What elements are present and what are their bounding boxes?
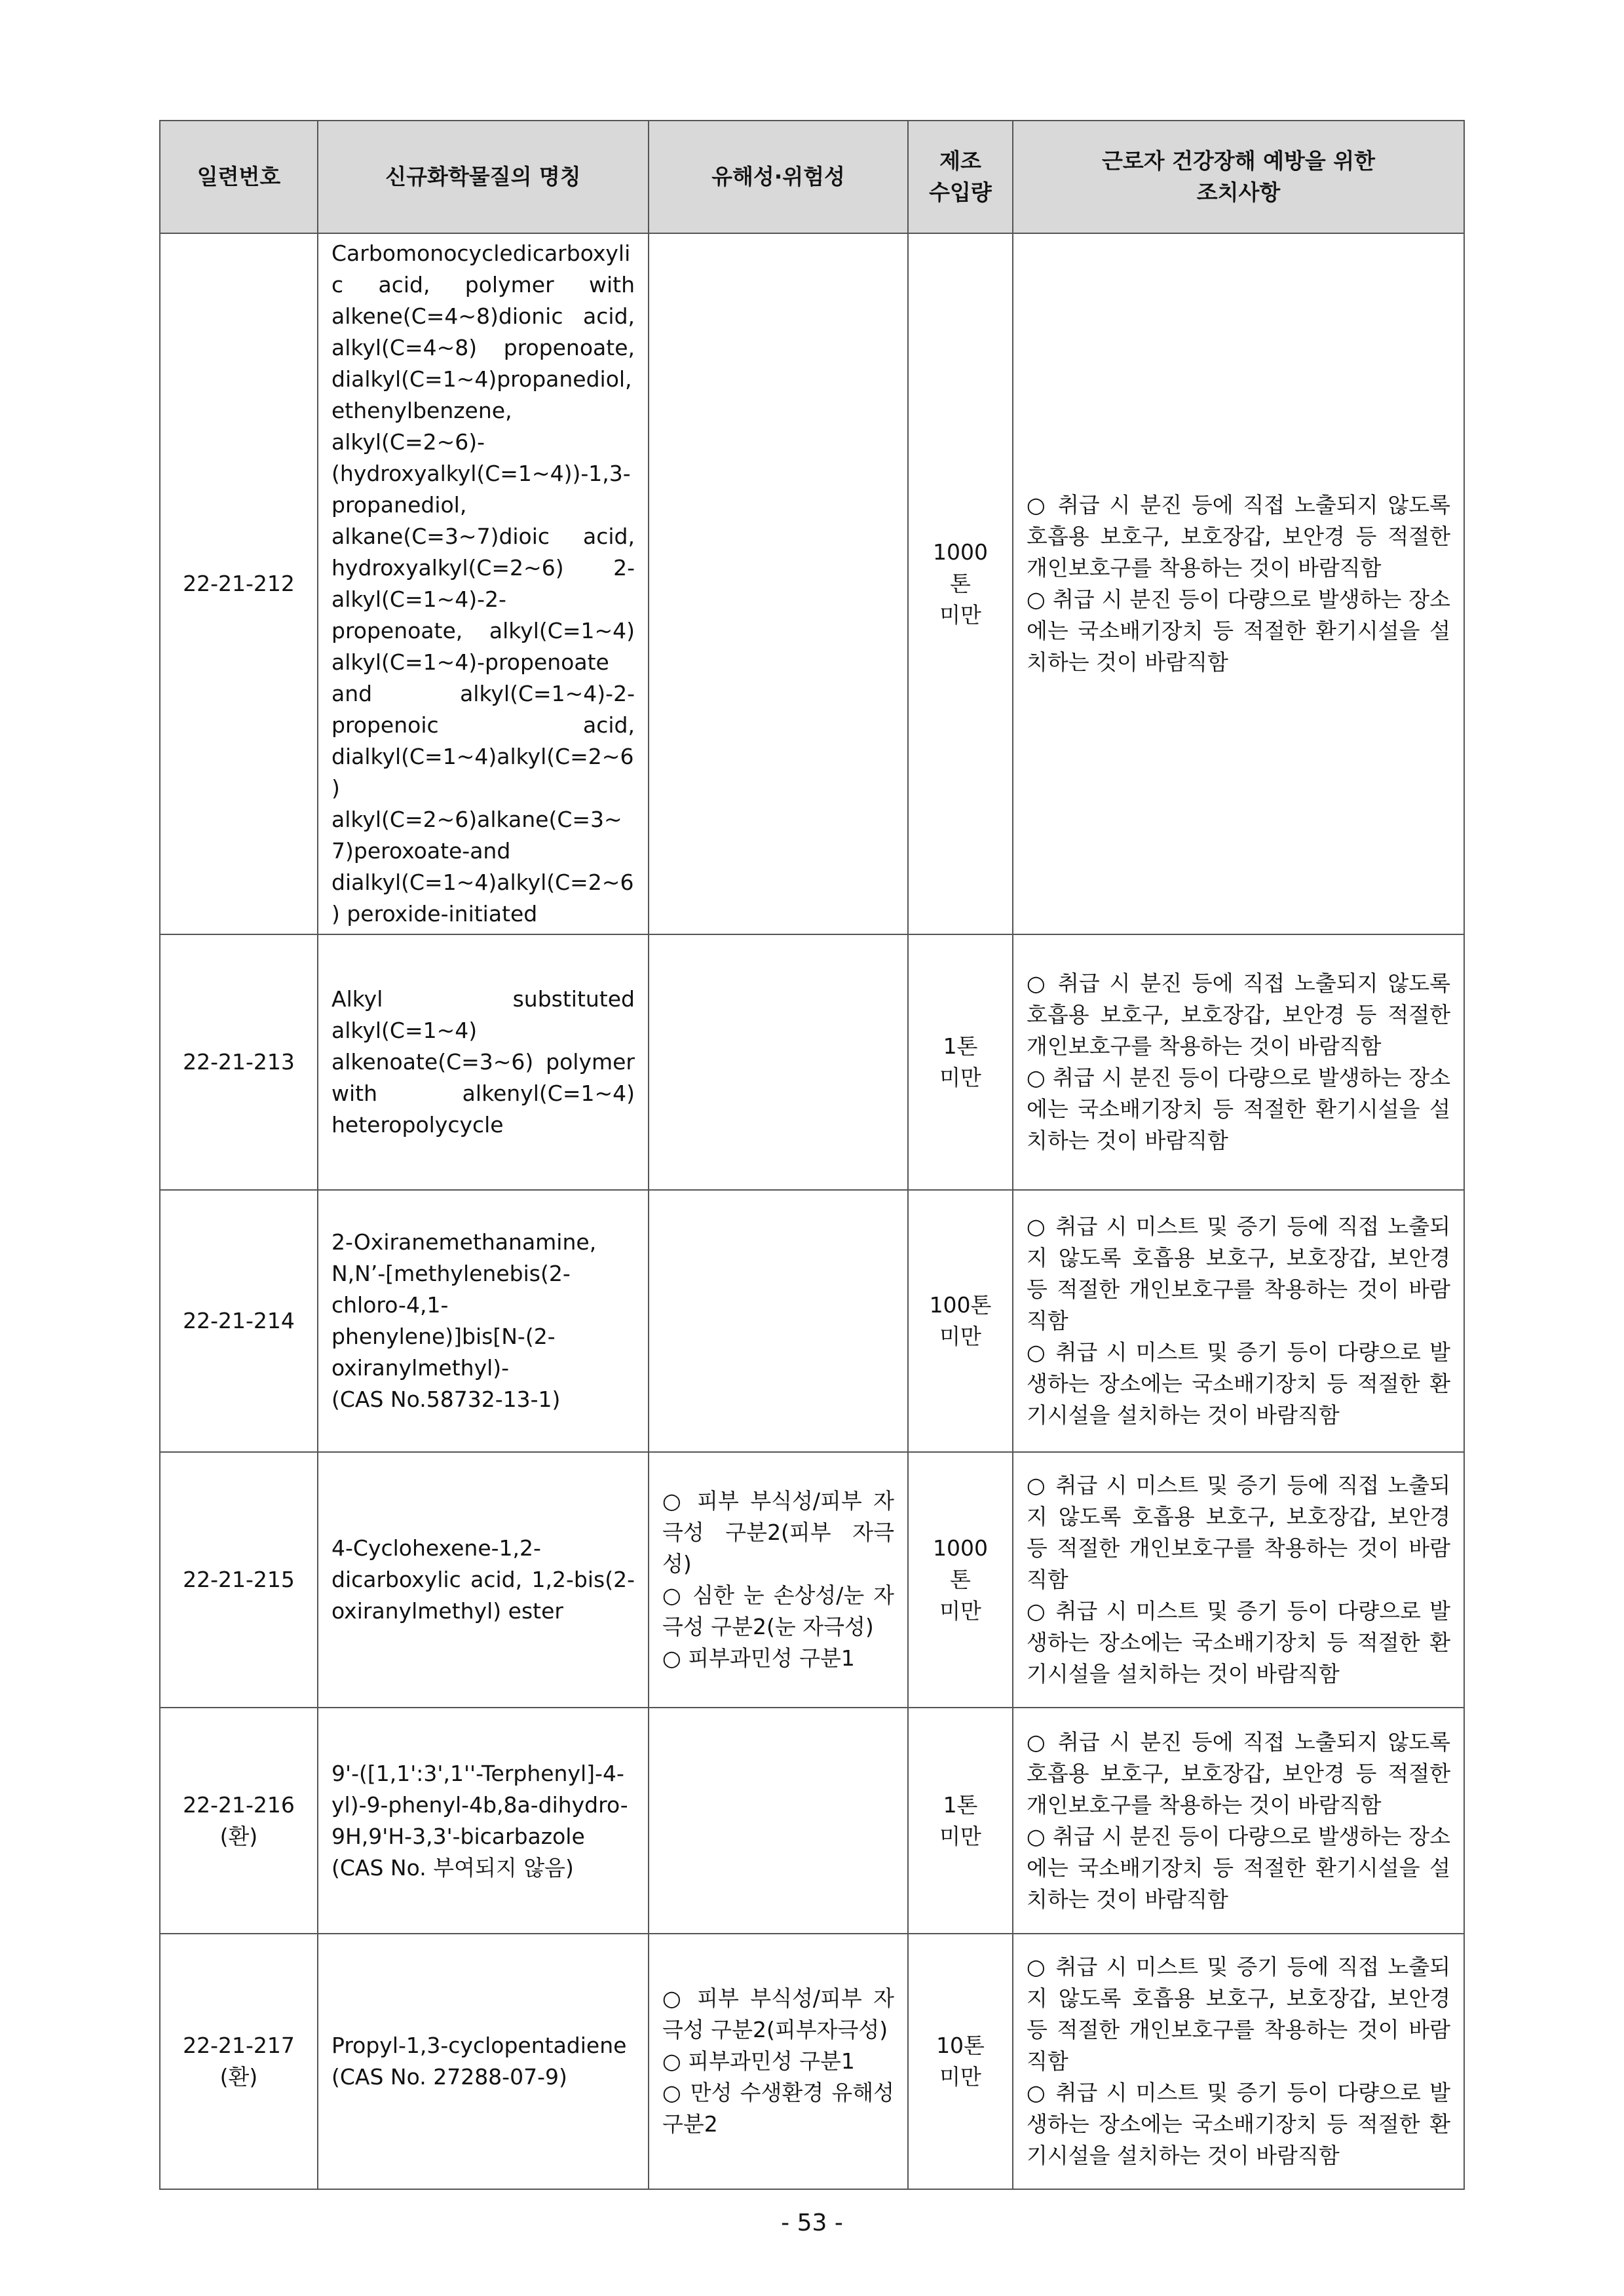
quantity-cell bbox=[908, 233, 1013, 934]
quantity-cell bbox=[908, 1708, 1013, 1934]
chemical-substance-table bbox=[159, 120, 1465, 2190]
substance-name-cell bbox=[318, 1452, 649, 1708]
substance-name-text: 9'-([1,1':3',1''-Terphenyl]-4-yl)-9-phenyl-4b,8a-dihydro-9H,9'H-3,3'-bicarbazole bbox=[331, 1760, 628, 1849]
serial-number-text: (환) bbox=[219, 1823, 258, 1849]
hazard-cell bbox=[649, 1452, 908, 1708]
measures-text: ○ 취급 시 분진 등에 직접 노출되지 않도록 호흡용 보호구, 보호장갑, 보안경 등 적절한 개인보호구를 착용하는 것이 바람직함 bbox=[1027, 1729, 1450, 1818]
measures-cell bbox=[1013, 1708, 1464, 1934]
header-quantity-line: 수입량 bbox=[929, 180, 992, 205]
measures-text: ○ 취급 시 분진 등이 다량으로 발생하는 장소에는 국소배기장치 등 적절한 환기시설을 설치하는 것이 바람직함 bbox=[1027, 1065, 1450, 1153]
hazard-text: ○ 피부과민성 구분1 bbox=[662, 1645, 855, 1671]
serial-number-text: 22-21-213 bbox=[183, 1049, 295, 1075]
measures-cell bbox=[1013, 1190, 1464, 1452]
table-row bbox=[160, 934, 1464, 1190]
hazard-cell bbox=[649, 1934, 908, 2189]
serial-number-text: 22-21-215 bbox=[183, 1567, 295, 1592]
quantity-text: 1톤 bbox=[943, 1033, 978, 1059]
serial-number-text: 22-21-217 bbox=[183, 2033, 295, 2058]
serial-number-text: (환) bbox=[219, 2064, 258, 2090]
serial-number-text: 22-21-214 bbox=[183, 1308, 295, 1333]
hazard-cell bbox=[649, 1708, 908, 1934]
hazard-cell bbox=[649, 1190, 908, 1452]
hazard-cell bbox=[649, 233, 908, 934]
substance-name-text: Propyl-1,3-cyclopentadiene bbox=[331, 2033, 627, 2058]
substance-name-text: 4-Cyclohexene-1,2-dicarboxylic acid, 1,2-bis(2-oxiranylmethyl) ester bbox=[331, 1535, 635, 1624]
hazard-text: ○ 피부 부식성/피부 자극성 구분2(피부자극성) bbox=[662, 1985, 894, 2042]
hazard-text: ○ 피부과민성 구분1 bbox=[662, 2048, 855, 2074]
header-quantity-line: 제조 bbox=[939, 148, 981, 174]
header-substance-name: 신규화학물질의 명칭 bbox=[318, 121, 649, 233]
quantity-cell bbox=[908, 1452, 1013, 1708]
measures-text: ○ 취급 시 미스트 및 증기 등이 다량으로 발생하는 장소에는 국소배기장치 등 적절한 환기시설을 설치하는 것이 바람직함 bbox=[1027, 1339, 1450, 1428]
table-row bbox=[160, 1190, 1464, 1452]
measures-cell bbox=[1013, 934, 1464, 1190]
substance-name-cell bbox=[318, 1708, 649, 1934]
header-measures bbox=[1013, 121, 1464, 233]
quantity-cell bbox=[908, 934, 1013, 1190]
substance-name-text: Alkyl substituted alkyl(C=1~4) alkenoate(C=3~6) polymer with alkenyl(C=1~4) heteropolycycle bbox=[331, 986, 635, 1138]
quantity-text: 1톤 bbox=[943, 1791, 978, 1818]
quantity-text: 미만 bbox=[939, 602, 981, 628]
measures-text: ○ 취급 시 분진 등이 다량으로 발생하는 장소에는 국소배기장치 등 적절한 환기시설을 설치하는 것이 바람직함 bbox=[1027, 1823, 1450, 1912]
header-hazard: 유해성·위험성 bbox=[649, 121, 908, 233]
quantity-text: 1000 bbox=[933, 1535, 988, 1561]
substance-name-cell bbox=[318, 233, 649, 934]
serial-number-cell bbox=[160, 1190, 318, 1452]
substance-name-text: (CAS No.58732-13-1) bbox=[331, 1387, 561, 1412]
hazard-text: ○ 심한 눈 손상성/눈 자극성 구분2(눈 자극성) bbox=[662, 1582, 894, 1639]
quantity-text: 100톤 bbox=[929, 1292, 992, 1318]
quantity-cell bbox=[908, 1190, 1013, 1452]
measures-cell bbox=[1013, 233, 1464, 934]
substance-name-cell bbox=[318, 1190, 649, 1452]
table-header-row bbox=[160, 121, 1464, 233]
hazard-cell bbox=[649, 934, 908, 1190]
quantity-text: 1000 bbox=[933, 539, 988, 565]
measures-text: ○ 취급 시 미스트 및 증기 등에 직접 노출되지 않도록 호흡용 보호구, 보호장갑, 보안경 등 적절한 개인보호구를 착용하는 것이 바람직함 bbox=[1027, 1214, 1450, 1333]
serial-number-cell bbox=[160, 1452, 318, 1708]
measures-text: ○ 취급 시 분진 등이 다량으로 발생하는 장소에는 국소배기장치 등 적절한 환기시설을 설치하는 것이 바람직함 bbox=[1027, 586, 1450, 675]
substance-name-text: Carbomonocycledicarboxylic acid, polymer with alkene(C=4~8)dionic acid, alkyl(C=4~8) propenoate, dialkyl(C=1~4)propanediol, ethenylbenzene, alkyl(C=2~6)-(hydroxyalkyl(C=1~4))-1,3-propanediol, alkane(C=3~7)dioic acid, hydroxyalkyl(C=2~6) 2-alkyl(C=1~4)-2-propenoate, alkyl(C=1~4) alkyl(C=1~4)-propenoate and alkyl(C=1~4)-2-propenoic acid, dialkyl(C=1~4)alkyl(C=2~6) alkyl(C=2~6)alkane(C=3~7)peroxoate-and dialkyl(C=1~4)alkyl(C=2~6) peroxide-initiated bbox=[331, 240, 635, 927]
quantity-text: 미만 bbox=[939, 2064, 981, 2090]
measures-text: ○ 취급 시 미스트 및 증기 등이 다량으로 발생하는 장소에는 국소배기장치 등 적절한 환기시설을 설치하는 것이 바람직함 bbox=[1027, 2080, 1450, 2168]
table-body bbox=[160, 233, 1464, 2189]
header-serial-number: 일련번호 bbox=[160, 121, 318, 233]
measures-text: ○ 취급 시 미스트 및 증기 등이 다량으로 발생하는 장소에는 국소배기장치 등 적절한 환기시설을 설치하는 것이 바람직함 bbox=[1027, 1598, 1450, 1687]
quantity-text: 톤 bbox=[950, 1567, 971, 1592]
measures-text: ○ 취급 시 미스트 및 증기 등에 직접 노출되지 않도록 호흡용 보호구, 보호장갑, 보안경 등 적절한 개인보호구를 착용하는 것이 바람직함 bbox=[1027, 1472, 1450, 1592]
serial-number-text: 22-21-216 bbox=[183, 1791, 295, 1818]
quantity-text: 톤 bbox=[950, 571, 971, 596]
quantity-text: 미만 bbox=[939, 1065, 981, 1090]
hazard-text: ○ 만성 수생환경 유해성 구분2 bbox=[662, 2080, 894, 2137]
substance-name-cell bbox=[318, 934, 649, 1190]
substance-name-text: (CAS No. 27288-07-9) bbox=[331, 2064, 567, 2090]
page-number: - 53 - bbox=[781, 2210, 843, 2236]
measures-text: ○ 취급 시 미스트 및 증기 등에 직접 노출되지 않도록 호흡용 보호구, 보호장갑, 보안경 등 적절한 개인보호구를 착용하는 것이 바람직함 bbox=[1027, 1954, 1450, 2074]
header-quantity bbox=[908, 121, 1013, 233]
substance-name-text: 2-Oxiranemethanamine, N,N’-[methylenebis(2-chloro-4,1-phenylene)]bis[N-(2-oxiranylmethyl)- bbox=[331, 1229, 597, 1381]
header-measures-line: 근로자 건강장해 예방을 위한 bbox=[1101, 148, 1375, 174]
substance-name-cell bbox=[318, 1934, 649, 2189]
measures-cell bbox=[1013, 1934, 1464, 2189]
quantity-text: 미만 bbox=[939, 1823, 981, 1849]
header-measures-line: 조치사항 bbox=[1196, 180, 1281, 205]
table-row bbox=[160, 233, 1464, 934]
table-row bbox=[160, 1708, 1464, 1934]
serial-number-cell bbox=[160, 233, 318, 934]
quantity-text: 미만 bbox=[939, 1598, 981, 1624]
table-row bbox=[160, 1934, 1464, 2189]
quantity-text: 10톤 bbox=[936, 2033, 985, 2058]
measures-cell bbox=[1013, 1452, 1464, 1708]
serial-number-cell bbox=[160, 934, 318, 1190]
serial-number-cell bbox=[160, 1934, 318, 2189]
measures-text: ○ 취급 시 분진 등에 직접 노출되지 않도록 호흡용 보호구, 보호장갑, 보안경 등 적절한 개인보호구를 착용하는 것이 바람직함 bbox=[1027, 970, 1450, 1059]
serial-number-cell bbox=[160, 1708, 318, 1934]
hazard-text: ○ 피부 부식성/피부 자극성 구분2(피부 자극성) bbox=[662, 1488, 894, 1577]
quantity-text: 미만 bbox=[939, 1324, 981, 1349]
table-row bbox=[160, 1452, 1464, 1708]
substance-name-text: (CAS No. 부여되지 않음) bbox=[331, 1854, 574, 1881]
quantity-cell bbox=[908, 1934, 1013, 2189]
measures-text: ○ 취급 시 분진 등에 직접 노출되지 않도록 호흡용 보호구, 보호장갑, 보안경 등 적절한 개인보호구를 착용하는 것이 바람직함 bbox=[1027, 492, 1450, 581]
serial-number-text: 22-21-212 bbox=[183, 571, 295, 596]
